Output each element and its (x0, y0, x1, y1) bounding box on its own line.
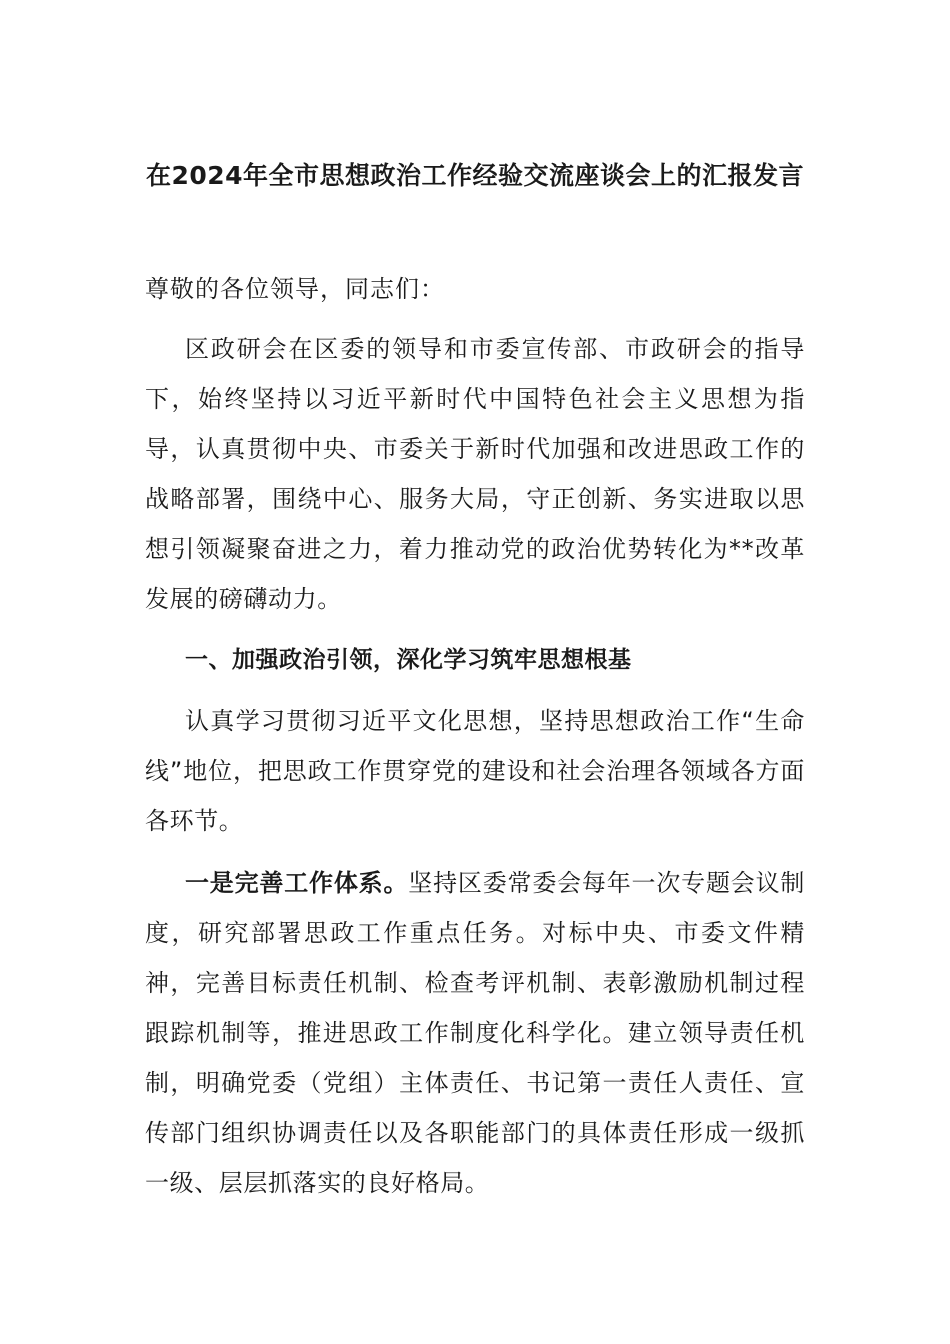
intro-paragraph: 区政研会在区委的领导和市委宣传部、市政研会的指导下，始终坚持以习近平新时代中国特色社会主义思想为指导，认真贯彻中央、市委关于新时代加强和改进思政工作的战略部署，围绕中心、服务大局，守正创新、务实进取以思想引领凝聚奋进之力，着力推动党的政治优势转化为**改革发展的磅礴动力。 (145, 335, 805, 613)
document-title: 在2024年全市思想政治工作经验交流座谈会上的汇报发言 (145, 161, 805, 190)
point-1-lead: 一是完善工作体系。 (185, 869, 409, 897)
point-1-body: 坚持区委常委会每年一次专题会议制度，研究部署思政工作重点任务。对标中央、市委文件精神，完善目标责任机制、检查考评机制、表彰激励机制过程跟踪机制等，推进思政工作制度化科学化。建立领导责任机制，明确党委（党组）主体责任、书记第一责任人责任、宣传部门组织协调责任以及各职能部门的具体责任形成一级抓一级、层层抓落实的良好格局。 (145, 869, 805, 1197)
point-1-paragraph (145, 858, 805, 1208)
salutation: 尊敬的各位领导，同志们： (145, 275, 445, 303)
section-heading-1: 一、加强政治引领，深化学习筑牢思想根基 (185, 647, 632, 673)
section-1-paragraph: 认真学习贯彻习近平文化思想，坚持思想政治工作“生命线”地位，把思政工作贯穿党的建设和社会治理各领域各方面各环节。 (145, 707, 805, 835)
